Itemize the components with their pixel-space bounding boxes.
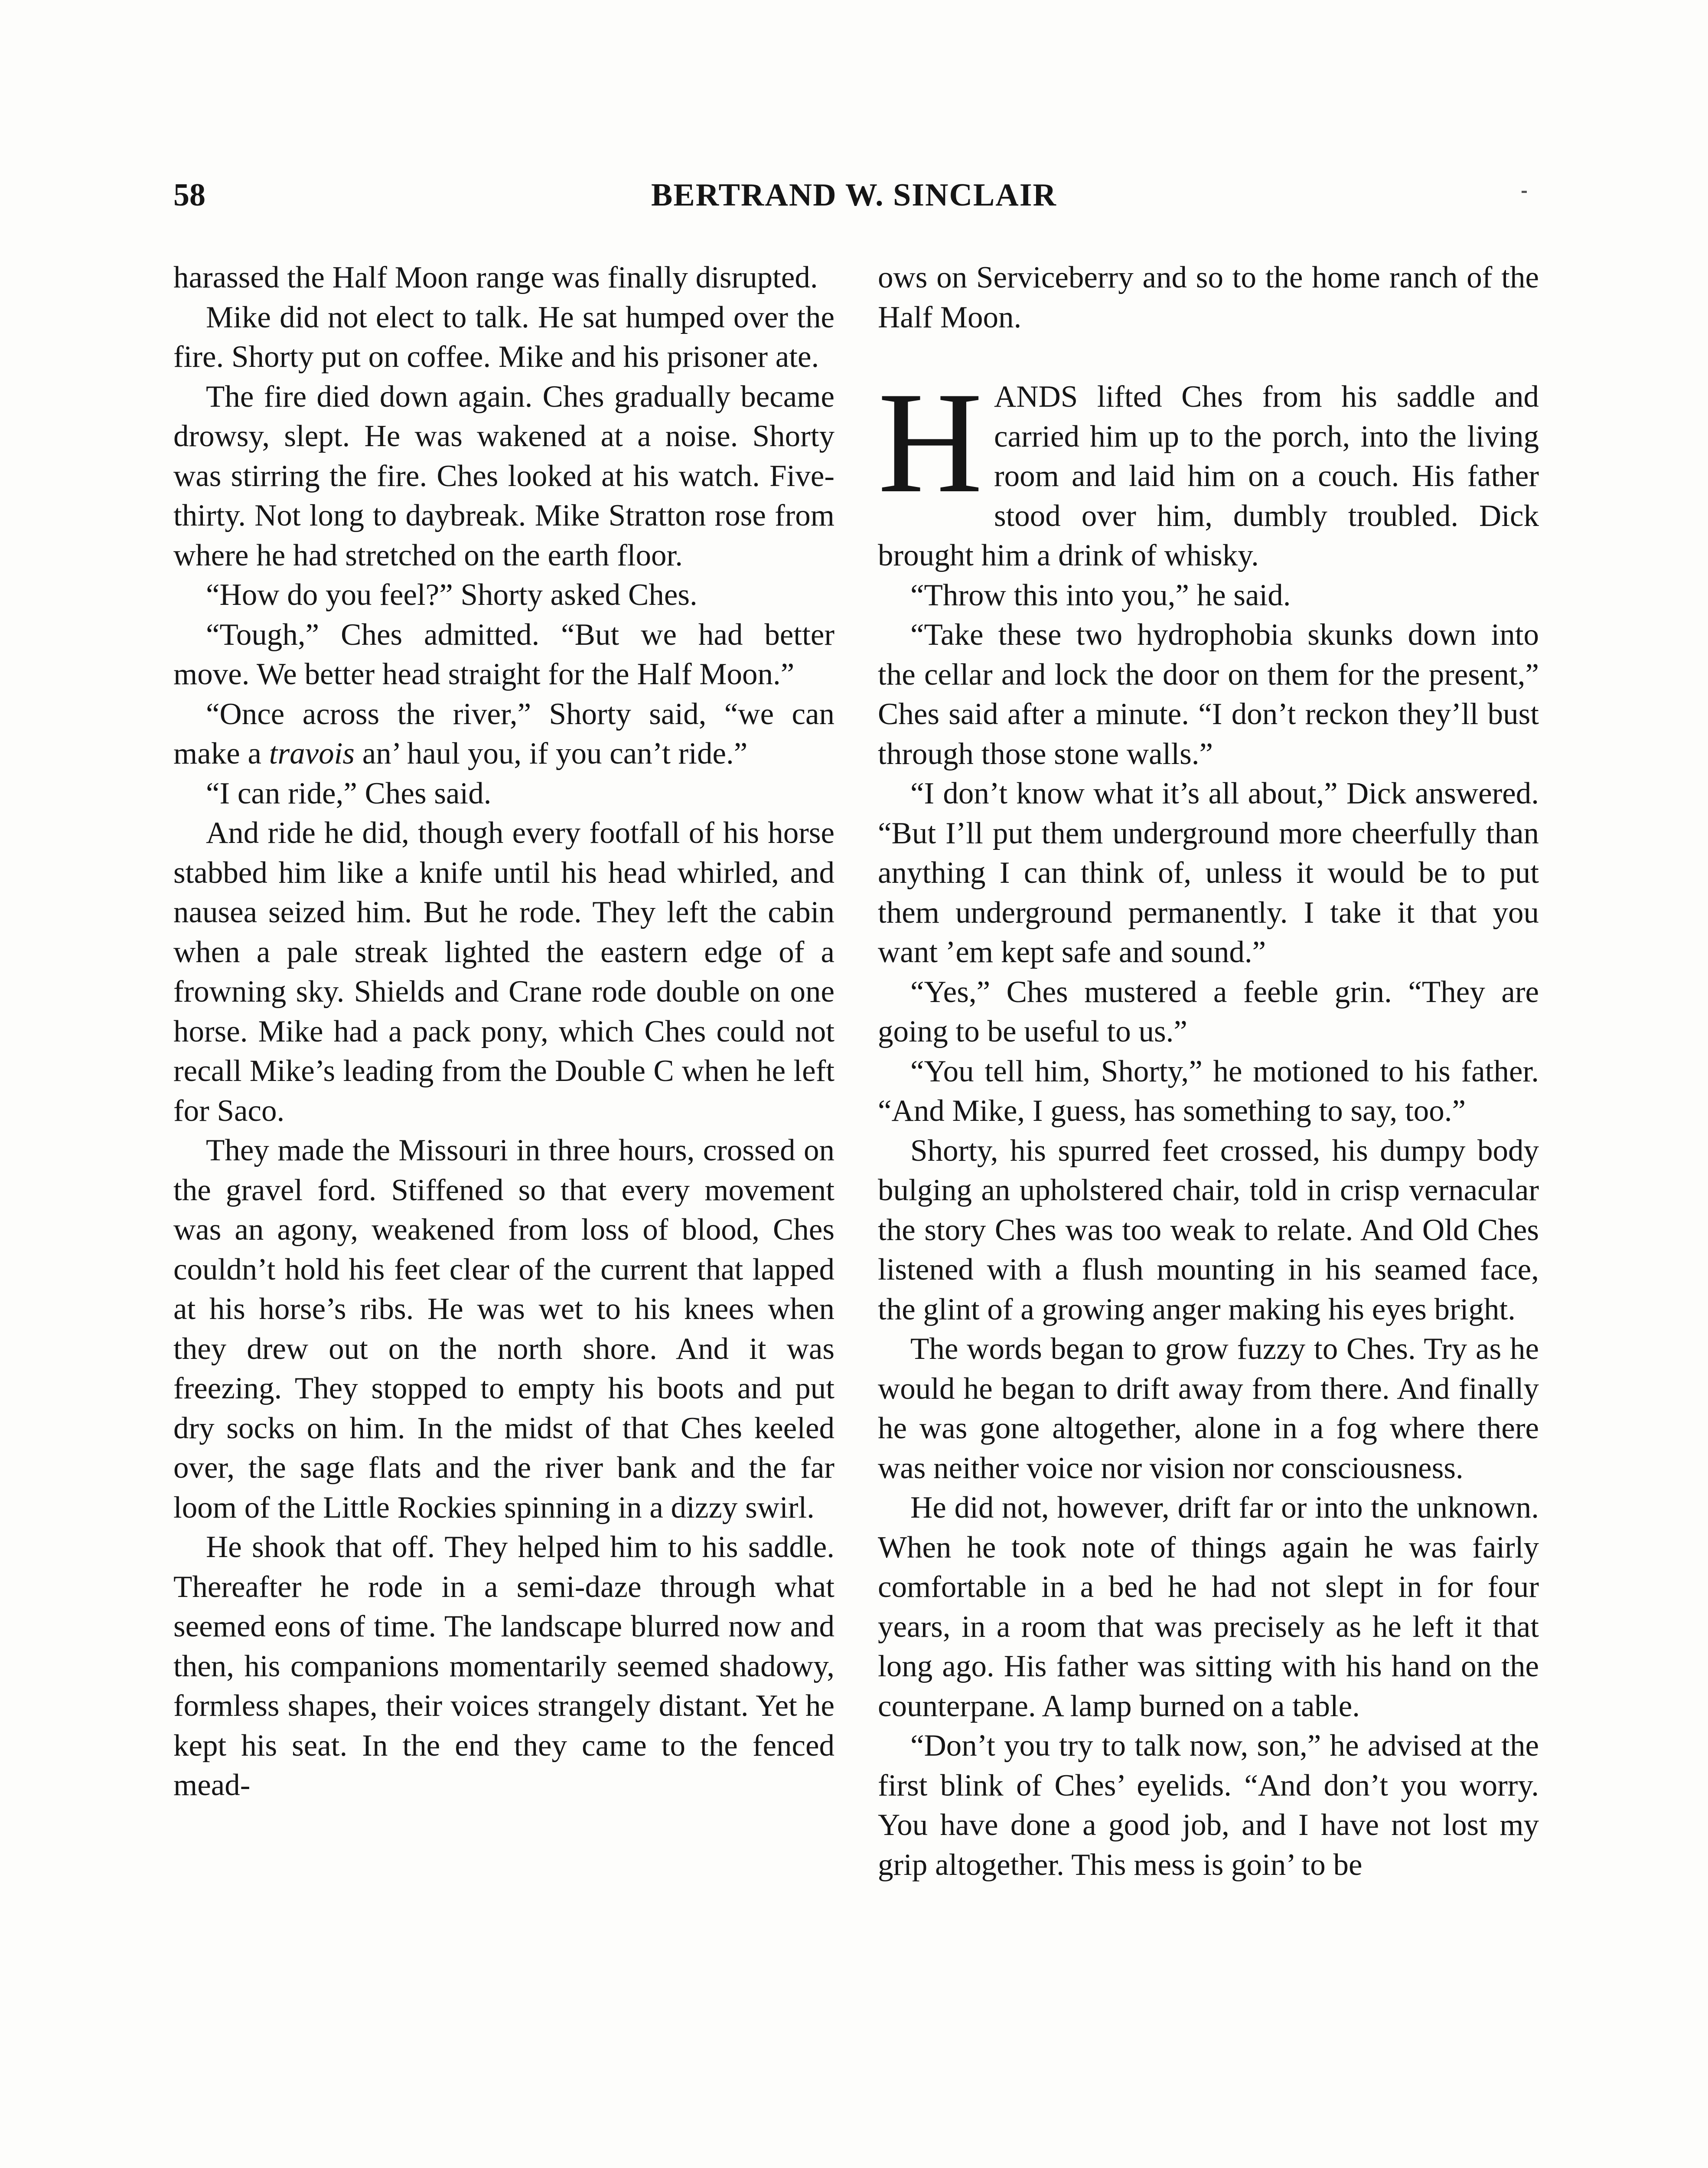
print-mark: [1522, 191, 1527, 193]
paragraph: “Tough,” Ches admitted. “But we had better move. We better head straight for the Half Moon.”: [173, 617, 834, 691]
paragraph: The words began to grow fuzzy to Ches. Try as he would he began to drift away from there. And finally he was gone altogether, alone in a fog where there was neither voice nor vision nor consciousness.: [878, 1332, 1539, 1485]
paragraph: “You tell him, Shorty,” he motioned to his father. “And Mike, I guess, has something to say, too.”: [878, 1054, 1539, 1128]
paragraph: “How do you feel?” Shorty asked Ches.: [206, 578, 698, 612]
paragraph: Mike did not elect to talk. He sat humped over the fire. Shorty put on coffee. Mike and his prisoner ate.: [173, 300, 834, 374]
page-number: 58: [173, 177, 205, 213]
paragraph: “Yes,” Ches mustered a feeble grin. “They are going to be useful to us.”: [878, 975, 1539, 1048]
paragraph: “Take these two hydrophobia skunks down into the cellar and lock the door on them for the present,” Ches said after a minute. “I don’t reckon they’ll bust through those stone walls.”: [878, 618, 1539, 771]
running-head-author: BERTRAND W. SINCLAIR: [651, 177, 1057, 213]
paragraph: He shook that off. They helped him to his saddle. Thereafter he rode in a semi-daze through what seemed eons of time. The landscape blurred now and then, his companions momentarily seemed shadowy, formless shapes, their voices strangely distant. Yet he kept his seat. In the end they came to the fenced mead-: [173, 1530, 834, 1802]
paragraph: “Don’t you try to talk now, son,” he advised at the first blink of Ches’ eyelids. “And don’t you worry. You have done a good job, and I have not lost my grip altogether. This mess is goin’ to be: [878, 1729, 1539, 1882]
left-text-column: [173, 258, 834, 1806]
paragraph-continuation: ows on Serviceberry and so to the home ranch of the Half Moon.: [878, 261, 1539, 334]
italic-word: travois: [269, 737, 355, 771]
right-text-column: [878, 258, 1539, 1885]
drop-cap-paragraph-text: ANDS lifted Ches from his saddle and carried him up to the porch, into the living room and laid him on a couch. His father stood over him, dumbly troubled. Dick brought him a drink of whisky.: [878, 380, 1539, 572]
paragraph: harassed the Half Moon range was finally disrupted.: [173, 261, 818, 294]
paragraph: And ride he did, though every footfall of his horse stabbed him like a knife until his head whirled, and nausea seized him. But he rode. They left the cabin when a pale streak lighted the eastern edge of a frowning sky. Shields and Crane rode double on one horse. Mike had a pack pony, which Ches could not recall Mike’s leading from the Double C when he left for Saco.: [173, 816, 834, 1128]
paragraph: “Throw this into you,” he said.: [910, 578, 1291, 612]
page-header: [173, 171, 1535, 219]
paragraph: “I can ride,” Ches said.: [206, 776, 492, 810]
paragraph: The fire died down again. Ches gradually became drowsy, slept. He was wakened at a noise. Shorty was stirring the fire. Ches looked at his watch. Five-thirty. Not long to daybreak. Mike Stratton rose from where he had stretched on the earth floor.: [173, 379, 834, 572]
paragraph: “I don’t know what it’s all about,” Dick answered. “But I’ll put them underground more cheerfully than anything I can think of, unless it would be to put them underground permanently. I take it that you want ’em kept safe and sound.”: [878, 777, 1539, 969]
section-opening-paragraph: [878, 362, 1539, 576]
paragraph: They made the Missouri in three hours, crossed on the gravel ford. Stiffened so that every movement was an agony, weakened from loss of blood, Ches couldn’t hold his feet clear of the current that lapped at his horse’s ribs. He was wet to his knees when they drew out on the north shore. And it was freezing. They stopped to empty his boots and put dry socks on him. In the midst of that Ches keeled over, the sage flats and the river bank and the far loom of the Little Rockies spinning in a dizzy swirl.: [173, 1133, 834, 1525]
drop-cap: H: [878, 362, 983, 523]
paragraph-travois: “Once across the river,” Shorty said, “we can make a travois an’ haul you, if you can’t ride.”: [173, 697, 834, 771]
paragraph: He did not, however, drift far or into the unknown. When he took note of things again he was fairly comfortable in a bed he had not slept in for four years, in a room that was precisely as he left it that long ago. His father was sitting with his hand on the counterpane. A lamp burned on a table.: [878, 1491, 1539, 1723]
paragraph: Shorty, his spurred feet crossed, his dumpy body bulging an upholstered chair, told in crisp vernacular the story Ches was too weak to relate. And Old Ches listened with a flush mounting in his seamed face, the glint of a growing anger making his eyes bright.: [878, 1133, 1539, 1326]
